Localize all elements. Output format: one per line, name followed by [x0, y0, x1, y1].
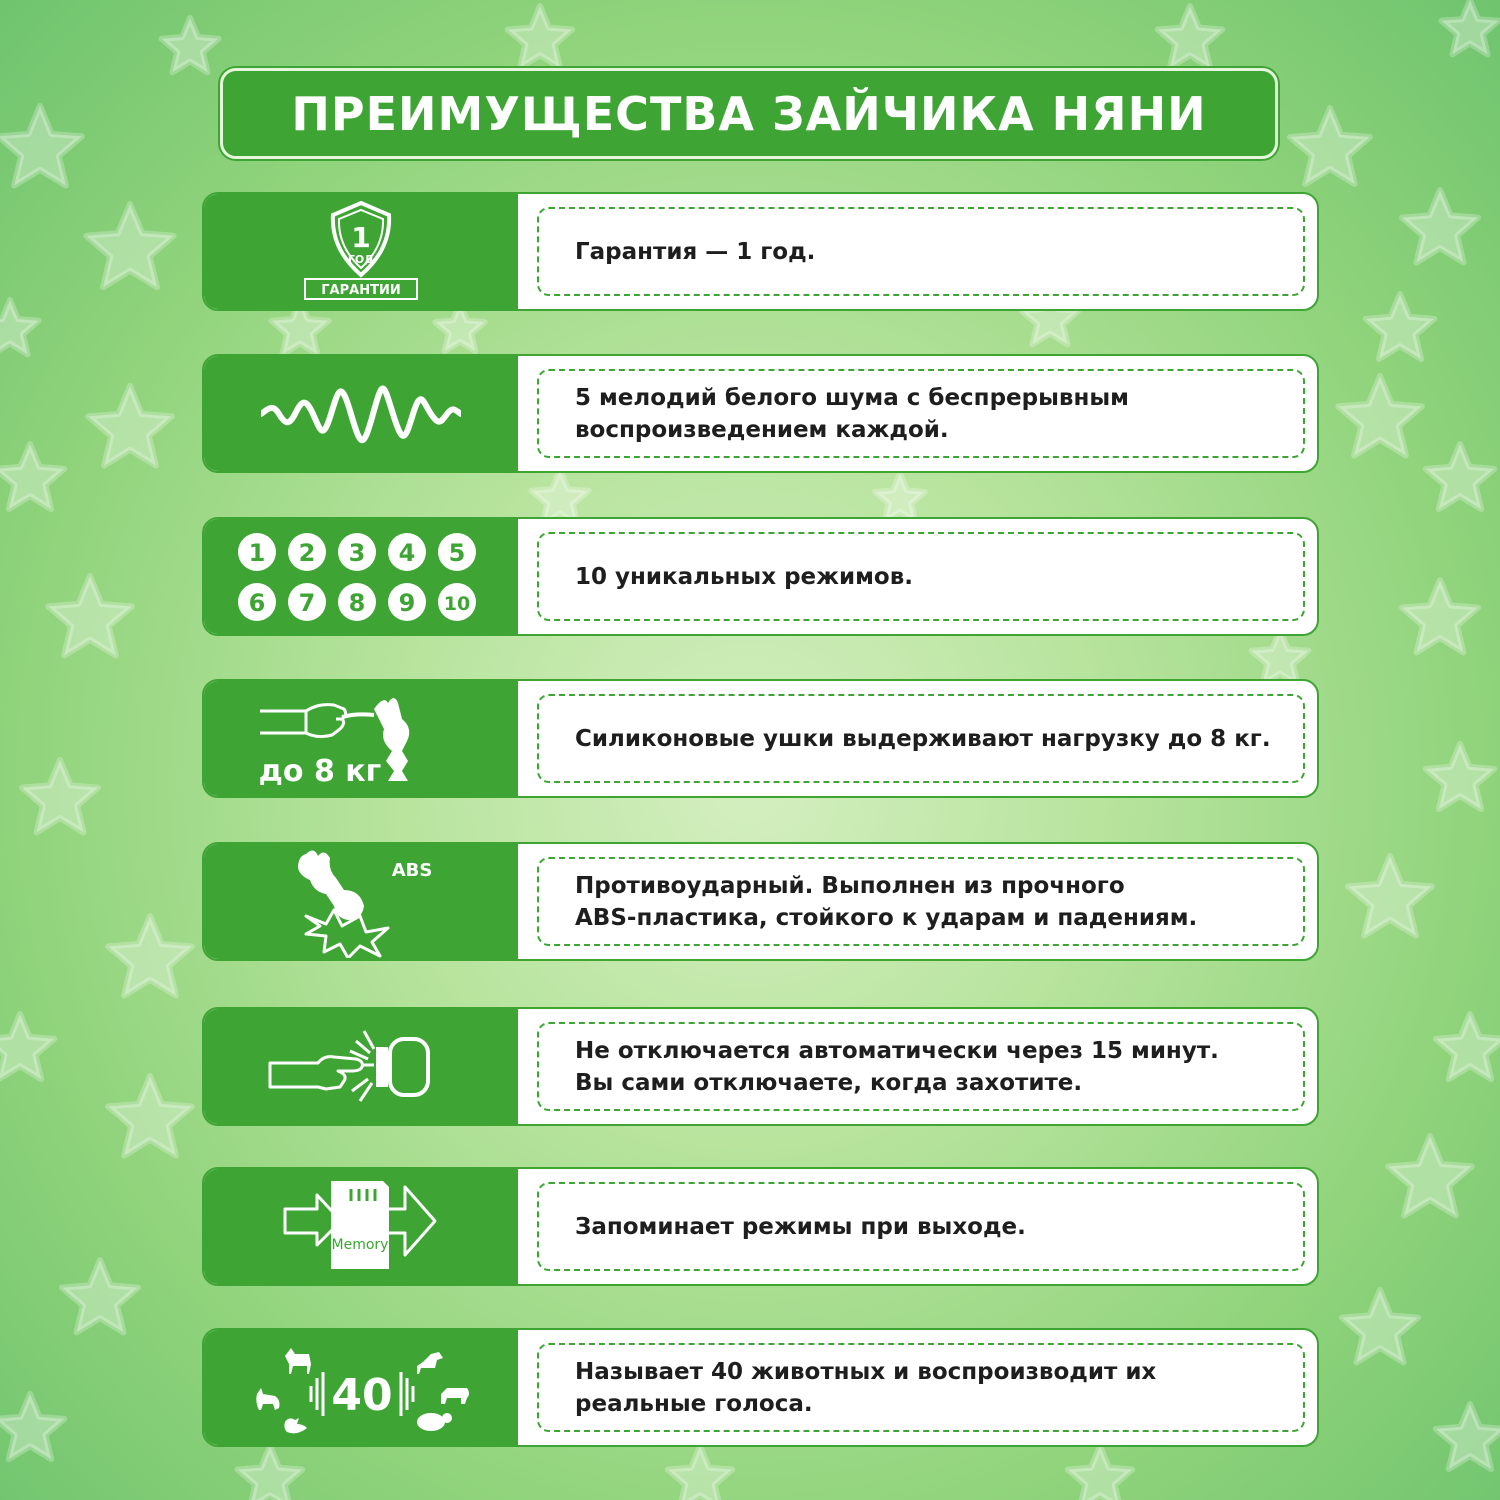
- background-star: [1442, 0, 1499, 54]
- dashed-frame: [537, 1182, 1305, 1271]
- background-star: [108, 916, 192, 996]
- feature-row-modes: [202, 517, 1319, 636]
- feature-row-white-noise: [202, 354, 1319, 473]
- background-star: [508, 6, 573, 68]
- warranty-unit: ГОД: [347, 252, 375, 266]
- feature-text-box: [518, 681, 1317, 796]
- mode-number: 8: [348, 588, 366, 617]
- feature-text-box: [518, 1169, 1317, 1284]
- background-star: [1366, 294, 1434, 359]
- background-star: [1338, 376, 1422, 456]
- dashed-frame: [537, 532, 1305, 621]
- dashed-frame: [537, 1022, 1305, 1111]
- background-star: [1158, 6, 1223, 68]
- background-star: [1426, 744, 1494, 809]
- background-star: [86, 204, 173, 287]
- feature-row-memory: [202, 1167, 1319, 1286]
- feature-icon-box: [204, 519, 518, 634]
- feature-text: Противоударный. Выполнен из прочного ABS-пластика, стойкого к ударам и падениям.: [575, 872, 1198, 931]
- mode-number: 4: [398, 538, 416, 567]
- background-star: [88, 386, 172, 466]
- background-star: [48, 576, 132, 656]
- feature-row-ears-load: [202, 679, 1319, 798]
- background-star: [1436, 1014, 1500, 1079]
- animals-count: 40: [331, 1369, 393, 1421]
- background-star: [0, 1014, 54, 1079]
- hand-press-button-icon: [266, 1017, 456, 1117]
- mode-number: 9: [398, 588, 416, 617]
- feature-text: Называет 40 животных и воспроизводит их реальные голоса.: [575, 1358, 1157, 1417]
- background-star: [22, 760, 98, 832]
- dashed-frame: [537, 694, 1305, 783]
- dashed-frame: [537, 1343, 1305, 1432]
- dashed-frame: [537, 369, 1305, 458]
- background-star: [668, 1446, 733, 1500]
- background-star: [0, 106, 82, 186]
- mode-number: 3: [348, 538, 366, 567]
- background-star: [0, 300, 39, 354]
- abs-label: ABS: [391, 859, 433, 881]
- memory-card-icon: [281, 1177, 441, 1277]
- page-title: ПРЕИМУЩЕСТВА ЗАЙЧИКА НЯНИ: [291, 86, 1207, 141]
- feature-text-box: [518, 1009, 1317, 1124]
- background-star: [0, 444, 64, 509]
- mode-number: 5: [448, 538, 466, 567]
- background-star: [0, 1394, 64, 1459]
- impact-resistant-icon: [276, 846, 446, 958]
- dashed-frame: [537, 857, 1305, 946]
- feature-text: Силиконовые ушки выдерживают нагрузку до 8 кг.: [575, 725, 1271, 752]
- feature-icon-box: [204, 356, 518, 471]
- feature-icon-box: [204, 681, 518, 796]
- title-banner: [220, 68, 1278, 159]
- sound-wave-icon: [261, 374, 461, 454]
- background-star: [1290, 108, 1370, 184]
- feature-icon-box: [204, 844, 518, 959]
- warranty-label: ГАРАНТИИ: [321, 282, 401, 298]
- background-star: [62, 1260, 138, 1332]
- feature-text: Гарантия — 1 год.: [575, 238, 816, 265]
- mode-number: 2: [298, 538, 316, 567]
- feature-text: 5 мелодий белого шума с беспрерывным воспроизведением каждой.: [575, 384, 1129, 443]
- feature-icon-box: [204, 1009, 518, 1124]
- background-star: [1342, 1290, 1418, 1362]
- feature-text: 10 уникальных режимов.: [575, 563, 914, 590]
- background-star: [108, 1076, 192, 1156]
- feature-icon-box: [204, 1169, 518, 1284]
- warranty-number: 1: [351, 220, 371, 254]
- feature-text-box: [518, 1330, 1317, 1445]
- dashed-frame: [537, 207, 1305, 296]
- background-star: [1402, 580, 1478, 652]
- feature-row-no-auto-off: [202, 1007, 1319, 1126]
- feature-row-warranty: [202, 192, 1319, 311]
- hand-pull-ears-icon: [256, 689, 466, 789]
- feature-text-box: [518, 194, 1317, 309]
- feature-icon-box: [204, 194, 518, 309]
- background-star: [875, 474, 924, 521]
- mode-number: 1: [248, 538, 266, 567]
- background-star: [1388, 1136, 1472, 1216]
- mode-number: 10: [443, 592, 471, 615]
- background-star: [1436, 1404, 1500, 1469]
- background-star: [1252, 630, 1309, 684]
- mode-number: 7: [298, 588, 316, 617]
- feature-row-impact: [202, 842, 1319, 961]
- feature-text-box: [518, 519, 1317, 634]
- warranty-shield-icon: [291, 197, 431, 307]
- feature-text: Не отключается автоматически через 15 минут. Вы сами отключаете, когда захотите.: [575, 1037, 1219, 1096]
- memory-label: Memory: [331, 1236, 389, 1253]
- background-star: [162, 18, 219, 72]
- background-star: [1348, 856, 1432, 936]
- background-star: [1068, 1446, 1133, 1500]
- feature-row-animals: [202, 1328, 1319, 1447]
- feature-icon-box: [204, 1330, 518, 1445]
- background-star: [1426, 444, 1494, 509]
- feature-text: Запоминает режимы при выходе.: [575, 1213, 1026, 1240]
- mode-number: 6: [248, 588, 266, 617]
- background-star: [1402, 190, 1478, 262]
- feature-text-box: [518, 844, 1317, 959]
- numbered-modes-icon: [236, 527, 486, 627]
- background-star: [238, 1446, 303, 1500]
- background-star: [435, 304, 484, 351]
- load-label: до 8 кг: [258, 753, 382, 789]
- feature-text-box: [518, 356, 1317, 471]
- animals-sounds-icon: [251, 1338, 471, 1438]
